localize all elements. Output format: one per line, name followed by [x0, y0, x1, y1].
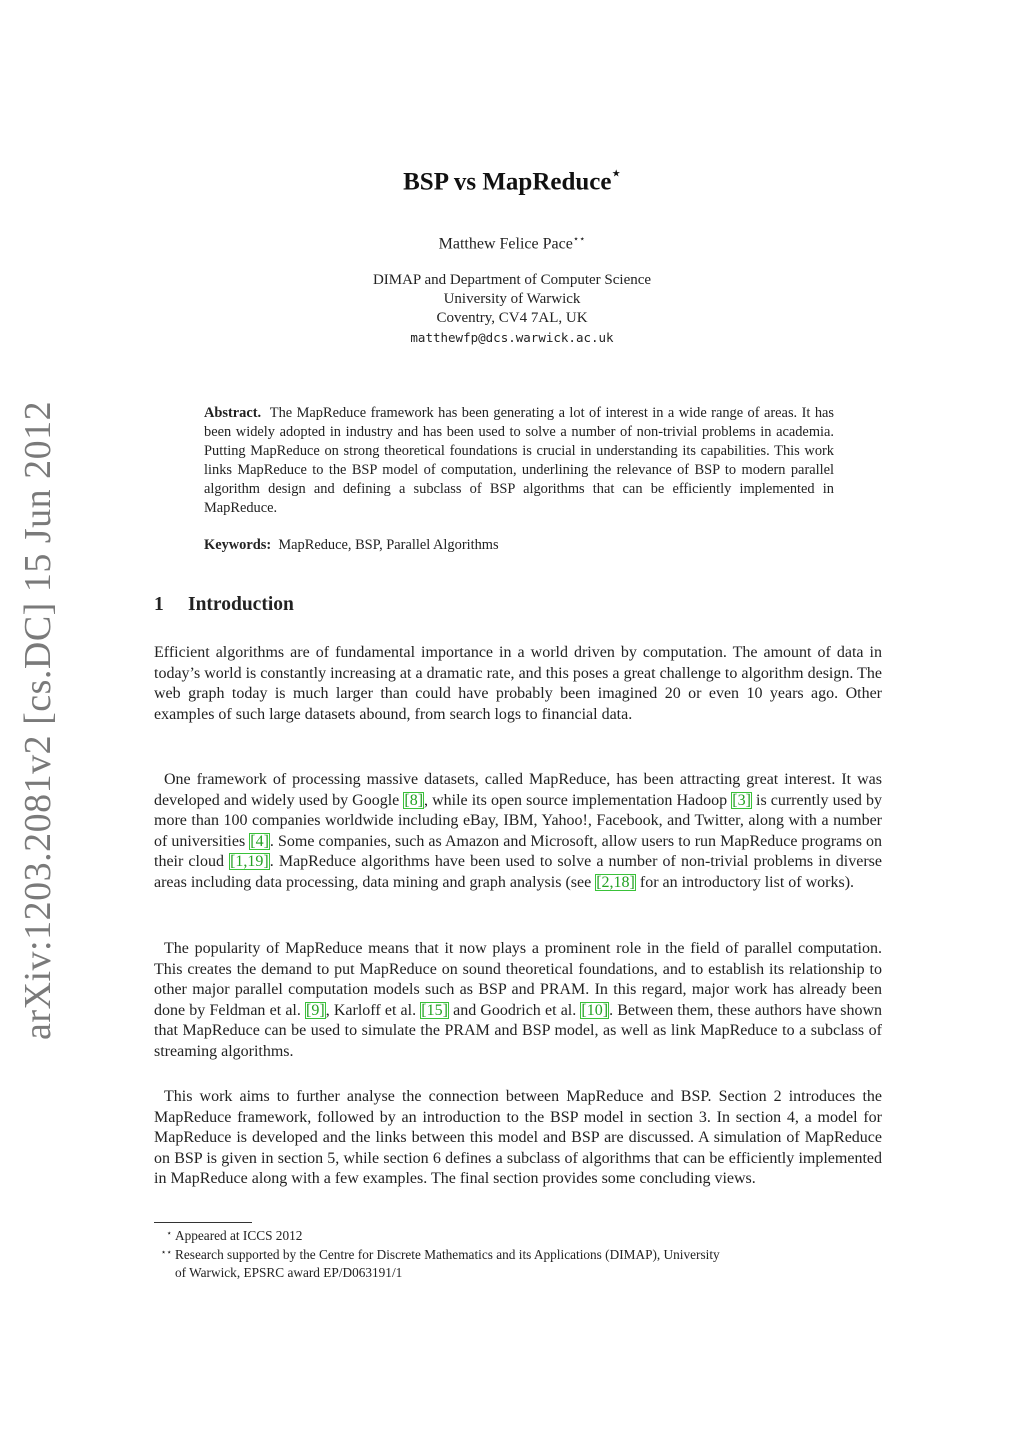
paragraph-4-text: This work aims to further analyse the connection between MapReduce and BSP. Section 2 introduces the MapReduce framework, followed by an introduction to the BSP model in section 3. In section 4, a model for MapReduce is developed and the links between this model and BSP are discussed. A simulation of MapReduce on BSP is given in section 5, while section 6 defines a subclass of algorithms that can be efficiently implemented in MapReduce along with a few examples. The final section provides some concluding views.	[154, 1088, 882, 1188]
author-text: Matthew Felice Pace	[438, 235, 573, 253]
arxiv-stamp[interactable]: arXiv:1203.2081v2 [cs.DC] 15 Jun 2012	[17, 400, 59, 1040]
p2-text-4: . Some companies, such as Amazon and Microsoft, allow users to run MapReduce programs on their cloud	[154, 832, 883, 871]
keywords-text: MapReduce, BSP, Parallel Algorithms	[278, 537, 499, 553]
p3-text-1: The popularity of MapReduce means that it now plays a prominent role in the field of parallel computation. This creates the demand to put MapReduce on sound theoretical foundations, and to establish its relationship to other major parallel computation models such as BSP and PRAM. In this regard, major work has already been done by Feldman et al.	[154, 940, 882, 1019]
paper-title	[0, 166, 1024, 196]
keywords-label: Keywords:	[204, 537, 272, 553]
citation-3[interactable]: [3]	[732, 791, 751, 809]
p2-text-2: , while its open source implementation Hadoop	[424, 791, 732, 809]
author-email[interactable]: matthewfp@dcs.warwick.ac.uk	[410, 330, 614, 345]
author-name	[0, 234, 1024, 253]
title-text: BSP vs MapReduce	[403, 168, 612, 196]
author-footnote-mark[interactable]: ⋆⋆	[572, 234, 586, 245]
abstract-label: Abstract.	[204, 405, 262, 421]
p3-text-3: and Goodrich et al.	[448, 1001, 581, 1019]
p3-text-4: . Between them, these authors have shown that MapReduce can be used to simulate the PRAM and BSP model, as well as link MapReduce to a subclass of streaming algorithms.	[154, 1001, 883, 1060]
p2-text-6: for an introductory list of works).	[635, 873, 855, 891]
section-heading	[154, 594, 294, 616]
footnote-2-mark: ⋆⋆	[160, 1247, 172, 1257]
citation-1-19[interactable]: [1,19]	[230, 853, 269, 871]
citation-8[interactable]: [8]	[404, 791, 424, 809]
citation-2-18[interactable]: [2,18]	[596, 873, 635, 891]
citation-9[interactable]: [9]	[306, 1001, 325, 1019]
footnote-1-text: Appeared at ICCS 2012	[175, 1228, 303, 1243]
abstract	[204, 404, 834, 518]
citation-15[interactable]: [15]	[421, 1001, 448, 1019]
affiliation-line-1: DIMAP and Department of Computer Science	[372, 272, 652, 288]
section-title: Introduction	[188, 594, 294, 615]
footnote-2	[154, 1246, 882, 1282]
paragraph-3	[154, 939, 882, 1063]
footnote-2-text: Research supported by the Centre for Discrete Mathematics and its Applications (DIMAP), University	[175, 1247, 720, 1262]
p2-text-1: One framework of processing massive datasets, called MapReduce, has been attracting great interest. It was developed and widely used by Google	[154, 771, 882, 809]
footnote-1	[154, 1227, 882, 1245]
keywords	[204, 537, 834, 554]
footnote-2-continuation: of Warwick, EPSRC award EP/D063191/1	[175, 1265, 403, 1280]
affiliation-line-2: University of Warwick	[443, 291, 581, 307]
section-number: 1	[154, 594, 164, 615]
citation-10[interactable]: [10]	[581, 1001, 609, 1019]
footnote-divider	[154, 1222, 252, 1223]
p2-text-5: . MapReduce algorithms have been used to solve a number of non-trivial problems in diverse areas including data processing, data mining and graph analysis (see	[154, 853, 883, 891]
affiliation-block	[0, 271, 1024, 347]
title-footnote-mark[interactable]: ⋆	[611, 166, 621, 182]
p3-text-2: , Karloff et al.	[325, 1001, 421, 1019]
affiliation-line-3: Coventry, CV4 7AL, UK	[436, 310, 588, 326]
abstract-text: The MapReduce framework has been generating a lot of interest in a wide range of areas. It has been widely adopted in industry and has been used to solve a number of non-trivial problems in academia. Putting MapReduce on strong theoretical foundations is crucial in understanding its capabilities. This work links MapReduce to the BSP model of computation, underlining the relevance of BSP to modern parallel algorithm design and defining a subclass of BSP algorithms that can be efficiently implemented in MapReduce.	[204, 405, 834, 516]
paragraph-1	[154, 643, 882, 725]
paragraph-2	[154, 770, 882, 894]
p2-text-3: is currently used by more than 100 companies worldwide including eBay, IBM, Yahoo!, Facebook, and Twitter, along with a number of universities	[154, 791, 883, 850]
paragraph-1-text: Efficient algorithms are of fundamental importance in a world driven by computation. The amount of data in today’s world is constantly increasing at a dramatic rate, and this poses a great challenge to algorithm design. The web graph today is much larger than could have probably been imagined 20 or even 10 years ago. Other examples of such large datasets abound, from search logs to financial data.	[154, 644, 882, 723]
footnote-1-mark: ⋆	[166, 1228, 172, 1238]
citation-4[interactable]: [4]	[250, 832, 269, 850]
paragraph-4	[154, 1087, 882, 1190]
